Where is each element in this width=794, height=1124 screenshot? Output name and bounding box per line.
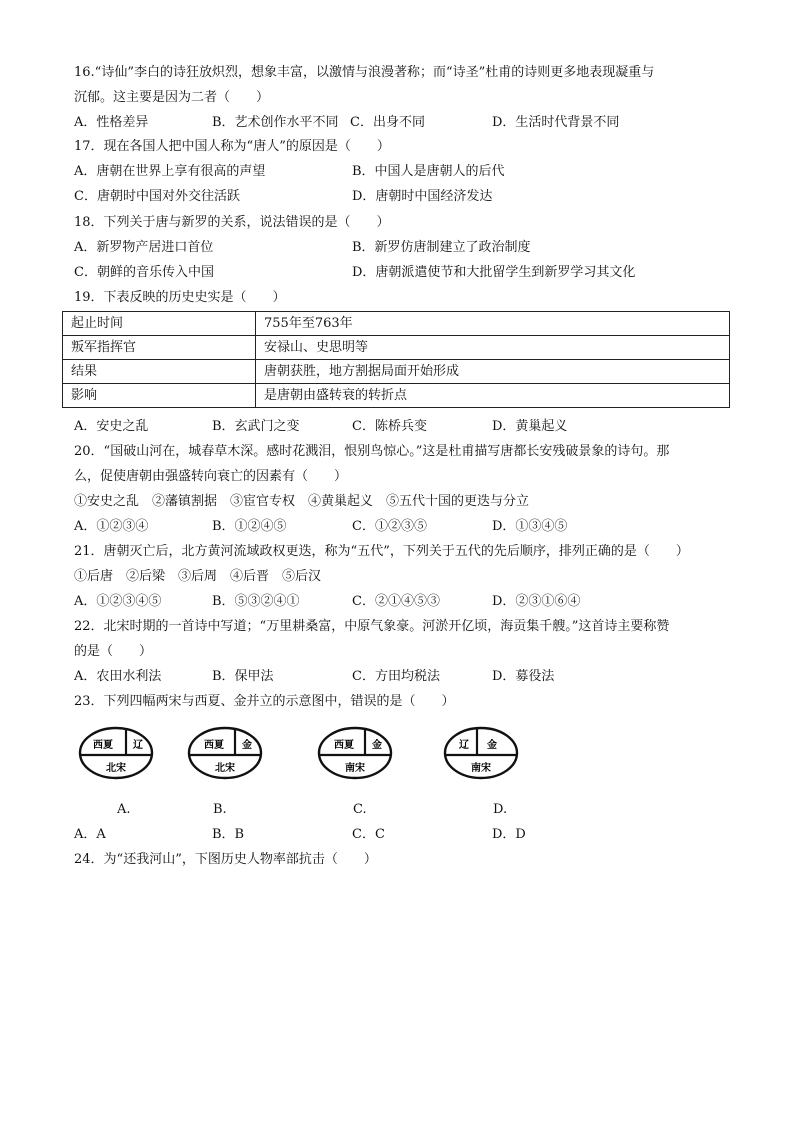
- q16-option-a: A．性格差异: [74, 115, 149, 130]
- region-label-right: 金: [242, 740, 252, 751]
- table-cell-value: 是唐朝由盛转衰的转折点: [256, 384, 730, 408]
- map-sketch-d: [442, 725, 520, 781]
- table-cell-label: 叛军指挥官: [63, 336, 256, 360]
- q20-choices: ①安史之乱 ②藩镇割据 ③宦官专权 ④黄巢起义 ⑤五代十国的更迭与分立: [74, 494, 530, 509]
- q21-choices: ①后唐 ②后梁 ③后周 ④后晋 ⑤后汉: [74, 569, 322, 584]
- diagram-label-d: D.: [493, 802, 508, 817]
- region-label-left: 西夏: [93, 740, 113, 751]
- q20-stem-line1: 20．“国破山河在，城春草木深。感时花溅泪，恨别鸟惊心。”这是杜甫描写唐都长安残破景象的诗句。那: [74, 444, 670, 459]
- table-row: [63, 360, 730, 384]
- diagram-a: [77, 725, 155, 781]
- q21-option-c: C．②①④⑤③: [352, 594, 440, 609]
- table-cell-label: 起止时间: [63, 312, 256, 336]
- q21-option-b: B．⑤③②④①: [212, 594, 300, 609]
- table-row: [63, 312, 730, 336]
- region-label-right: 辽: [133, 740, 143, 751]
- region-label-bottom: 北宋: [215, 763, 235, 774]
- q19-stem: 19．下表反映的历史史实是（ ）: [74, 290, 286, 305]
- q19-option-b: B．玄武门之变: [212, 419, 300, 434]
- q16-option-d: D．生活时代背景不同: [492, 115, 620, 130]
- q17-option-d: D．唐朝时中国经济发达: [352, 189, 493, 204]
- q23-option-a: A．A: [74, 827, 106, 842]
- table-row: [63, 336, 730, 360]
- map-sketch-a: [77, 725, 155, 781]
- q17-stem: 17．现在各国人把中国人称为“唐人”的原因是（ ）: [74, 139, 390, 154]
- q22-option-c: C．方田均税法: [352, 669, 440, 684]
- q20-option-b: B．①②④⑤: [212, 519, 287, 534]
- q18-stem: 18．下列关于唐与新罗的关系，说法错误的是（ ）: [74, 215, 390, 230]
- q22-stem-line2: 的是（ ）: [74, 644, 153, 659]
- q21-option-a: A．①②③④⑤: [74, 594, 162, 609]
- q18-option-a: A．新罗物产居进口首位: [74, 240, 214, 255]
- q17-option-a: A．唐朝在世界上享有很高的声望: [74, 164, 266, 179]
- q21-stem: 21．唐朝灭亡后，北方黄河流域政权更迭，称为“五代”，下列关于五代的先后顺序，排列正确的是（ ）: [74, 544, 689, 559]
- q17-option-c: C．唐朝时中国对外交往活跃: [74, 189, 240, 204]
- table-cell-value: 755年至763年: [256, 312, 730, 336]
- q21-option-d: D．②③①⑥④: [492, 594, 581, 609]
- q16-option-c: C．出身不同: [350, 115, 425, 130]
- diagram-label-b: B.: [213, 802, 227, 817]
- q23-option-d: D．D: [492, 827, 526, 842]
- q18-option-b: B．新罗仿唐制建立了政治制度: [352, 240, 531, 255]
- diagram-label-c: C.: [353, 802, 367, 817]
- q23-option-b: B．B: [212, 827, 245, 842]
- q24-stem: 24．为“还我河山”，下图历史人物率部抗击（ ）: [74, 852, 377, 867]
- q16-option-b: B．艺术创作水平不同: [212, 115, 339, 130]
- table-row: [63, 384, 730, 408]
- diagram-label-a: A.: [117, 802, 131, 817]
- q19-table: [62, 311, 730, 408]
- q22-option-b: B．保甲法: [212, 669, 274, 684]
- q18-option-c: C．朝鲜的音乐传入中国: [74, 265, 214, 280]
- q22-option-d: D．募役法: [492, 669, 555, 684]
- q18-option-d: D．唐朝派遣使节和大批留学生到新罗学习其文化: [352, 265, 636, 280]
- q23-option-c: C．C: [352, 827, 385, 842]
- q20-stem-line2: 么，促使唐朝由强盛转向衰亡的因素有（ ）: [74, 469, 348, 484]
- table-cell-label: 结果: [63, 360, 256, 384]
- q22-stem-line1: 22．北宋时期的一首诗中写道；“万里耕桑富，中原气象豪。河淤开亿顷，海贡集千艘。”这首诗主要称赞: [74, 619, 670, 634]
- table-cell-label: 影响: [63, 384, 256, 408]
- q19-option-c: C．陈桥兵变: [352, 419, 427, 434]
- q20-option-d: D．①③④⑤: [492, 519, 568, 534]
- region-label-left: 西夏: [204, 740, 224, 751]
- q20-option-c: C．①②③⑤: [352, 519, 427, 534]
- q19-option-d: D．黄巢起义: [492, 419, 568, 434]
- region-label-bottom: 南宋: [471, 763, 491, 774]
- region-label-left: 西夏: [334, 740, 354, 751]
- region-label-bottom: 南宋: [345, 763, 365, 774]
- region-label-right: 金: [372, 740, 382, 751]
- q20-option-a: A．①②③④: [74, 519, 149, 534]
- table-cell-value: 安禄山、史思明等: [256, 336, 730, 360]
- diagram-c: [316, 725, 394, 781]
- diagram-d: [442, 725, 520, 781]
- q16-stem-line1: 16.“诗仙”李白的诗狂放炽烈，想象丰富，以激情与浪漫著称；而“诗圣”杜甫的诗则更多地表现凝重与: [74, 65, 655, 80]
- region-label-left: 辽: [459, 740, 469, 751]
- q23-stem: 23．下列四幅两宋与西夏、金并立的示意图中，错误的是（ ）: [74, 694, 455, 709]
- q17-option-b: B．中国人是唐朝人的后代: [352, 164, 505, 179]
- region-label-right: 金: [487, 740, 497, 751]
- region-label-bottom: 北宋: [106, 763, 126, 774]
- q22-option-a: A．农田水利法: [74, 669, 162, 684]
- table-cell-value: 唐朝获胜，地方割据局面开始形成: [256, 360, 730, 384]
- q16-stem-line2: 沉郁。这主要是因为二者（ ）: [74, 90, 270, 105]
- map-sketch-c: [316, 725, 394, 781]
- q19-option-a: A．安史之乱: [74, 419, 149, 434]
- diagram-b: [186, 725, 264, 781]
- map-sketch-b: [186, 725, 264, 781]
